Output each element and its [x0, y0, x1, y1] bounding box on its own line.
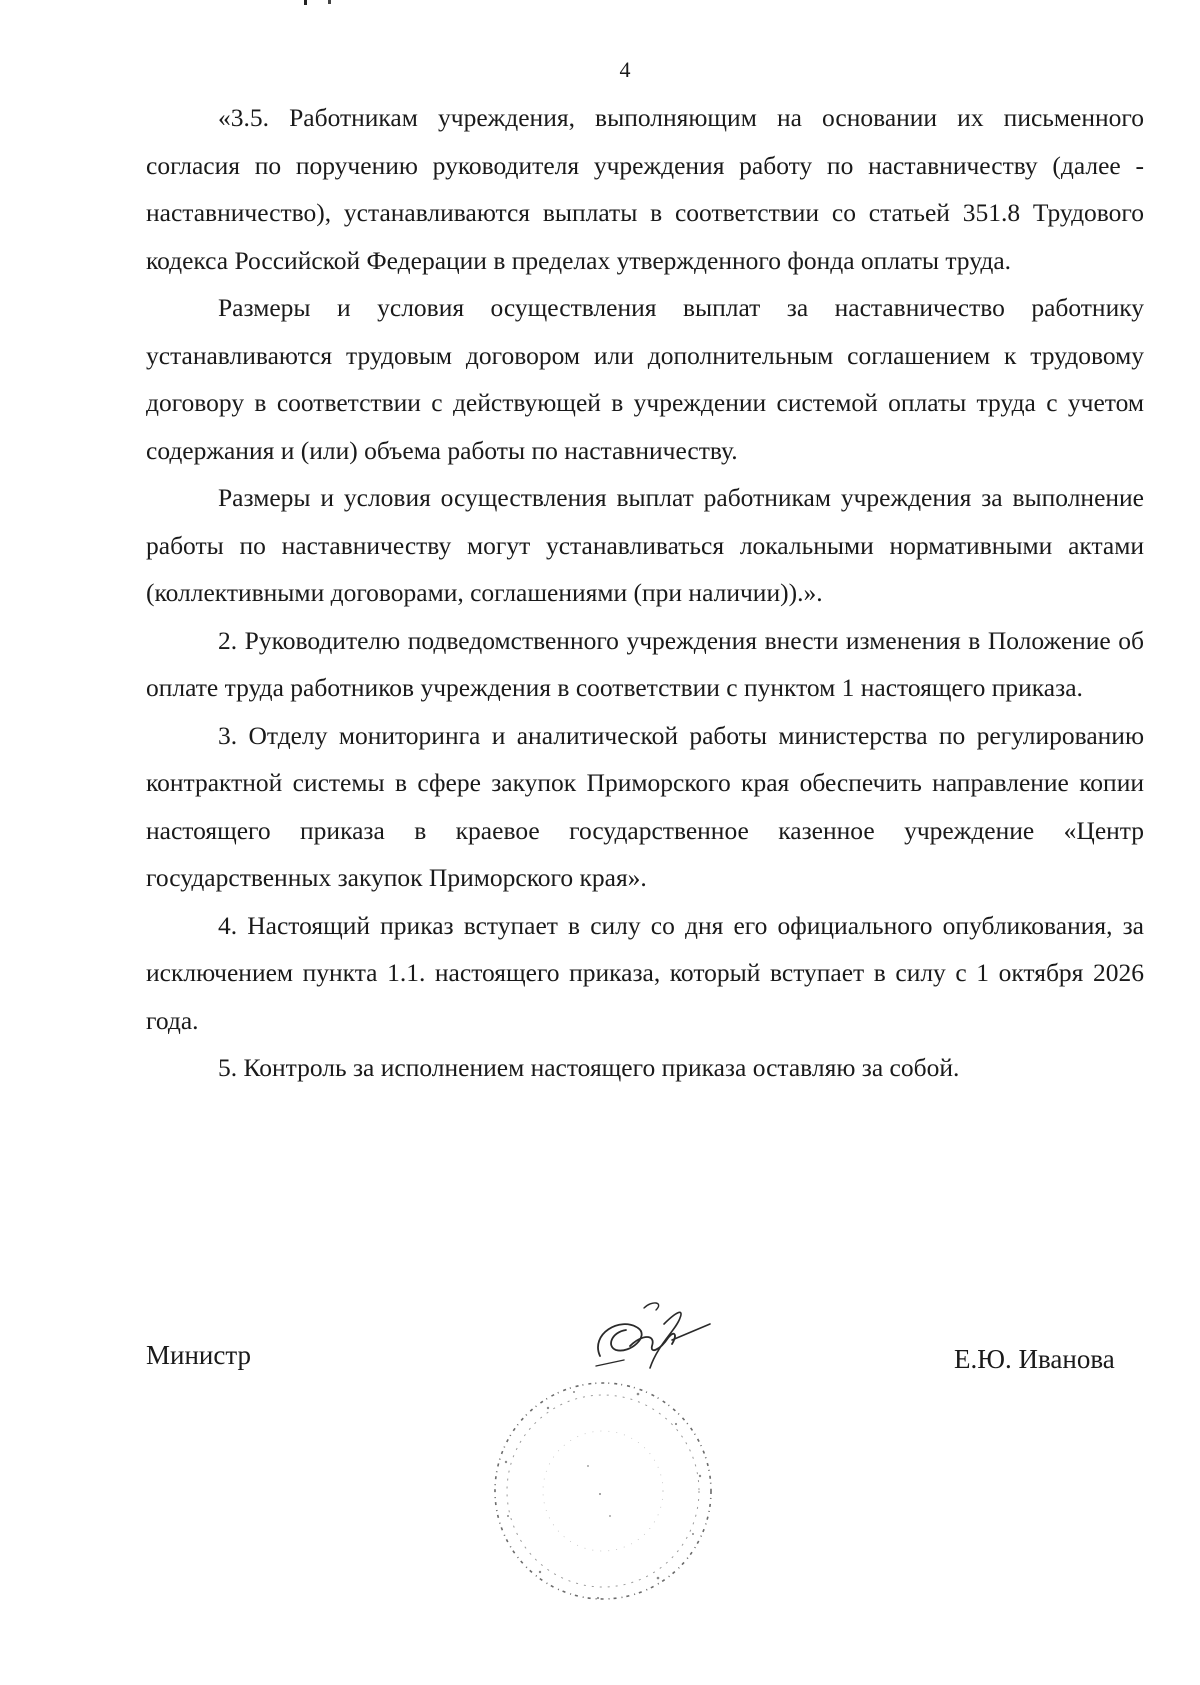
- paragraph-3-5: «3.5. Работникам учреждения, выполняющим на основании их письменного согласия по поручению руководителя учреждения работу по наставничеству (далее - наставничество), устанавливаются выплаты в соответствии со статьей 351.8 Трудового кодекса Российской Федерации в пределах утвержденного фонда оплаты труда.: [146, 103, 1144, 275]
- paragraph-item-3: 3. Отделу мониторинга и аналитической работы министерства по регулированию контрактной системы в сфере закупок Приморского края обеспечить направление копии настоящего приказа в краевое государственное казенное учреждение «Центр государственных закупок Приморского края».: [146, 720, 1144, 892]
- page-number: 4: [619, 57, 631, 82]
- paragraph-local-acts: Размеры и условия осуществления выплат работникам учреждения за выполнение работы по наставничеству могут устанавливаться локальными нормативными актами (коллективными договорами, соглашениями (при наличии)).».: [146, 483, 1144, 607]
- signer-name: Е.Ю. Иванова: [954, 1344, 1115, 1374]
- signer-position: Министр: [146, 1340, 251, 1370]
- paragraph-item-5: 5. Контроль за исполнением настоящего приказа оставляю за собой.: [218, 1053, 960, 1082]
- document-body: [146, 94, 1144, 1092]
- handwritten-signature-icon: [560, 1294, 720, 1404]
- signature-block: [0, 1320, 1200, 1600]
- paragraph-mentorship-terms: Размеры и условия осуществления выплат за наставничество работнику устанавливаются трудовым договором или дополнительным соглашением к трудовому договору в соответствии с действующей в учреждении системой оплаты труда с учетом содержания и (или) объема работы по наставничеству.: [146, 293, 1144, 465]
- scan-artifact-icon: [300, 0, 340, 8]
- paragraph-item-4: 4. Настоящий приказ вступает в силу со дня его официального опубликования, за исключением пункта 1.1. настоящего приказа, который вступает в силу с 1 октября 2026 года.: [146, 910, 1144, 1035]
- paragraph-item-2: 2. Руководителю подведомственного учреждения внести изменения в Положение об оплате труда работников учреждения в соответствии с пунктом 1 настоящего приказа.: [146, 625, 1144, 702]
